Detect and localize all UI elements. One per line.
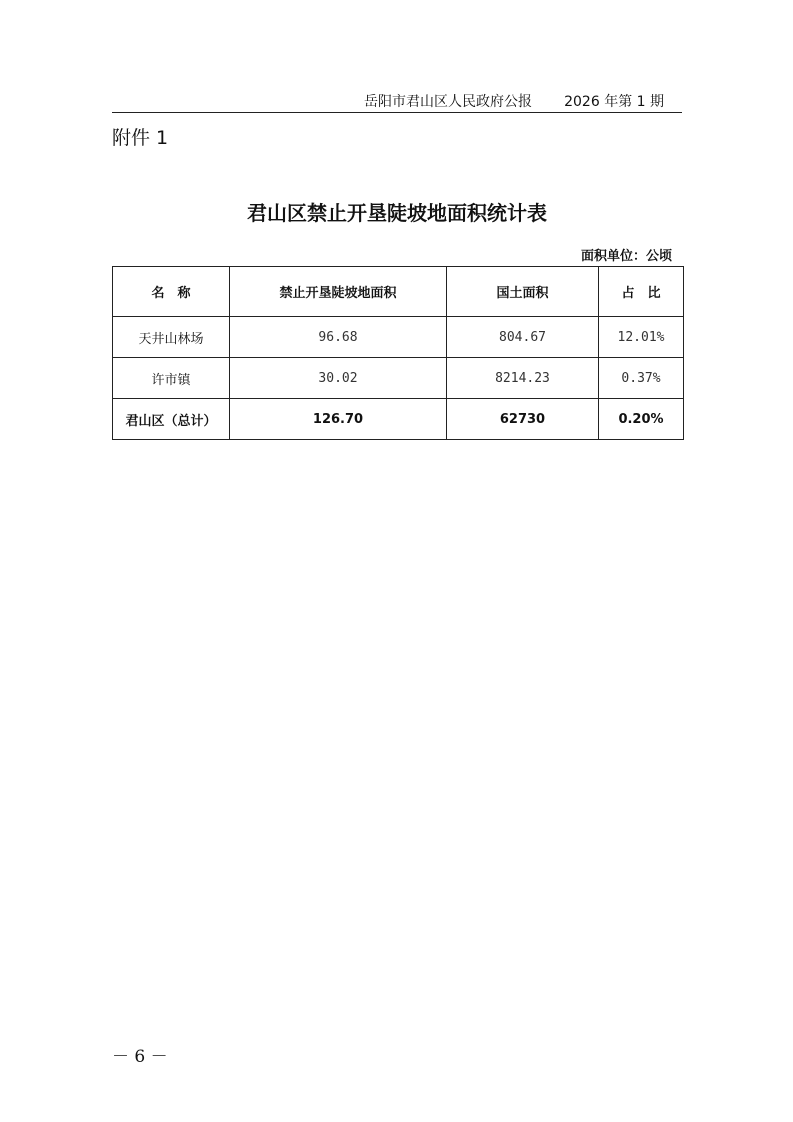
cell-land-area: 804.67 bbox=[447, 317, 599, 358]
cell-land-area: 8214.23 bbox=[447, 358, 599, 399]
cell-land-area: 62730 bbox=[447, 399, 599, 440]
header-name: 名 称 bbox=[113, 267, 230, 317]
cell-name: 天井山林场 bbox=[113, 317, 230, 358]
cell-ratio: 0.37% bbox=[599, 358, 684, 399]
header-land-area: 国土面积 bbox=[447, 267, 599, 317]
cell-prohibited-slope-area: 96.68 bbox=[230, 317, 447, 358]
table-header-row bbox=[113, 267, 684, 317]
header-prohibited-slope-area: 禁止开垦陡坡地面积 bbox=[230, 267, 447, 317]
page-header bbox=[112, 88, 682, 113]
table-total-row bbox=[113, 399, 684, 440]
table-row bbox=[113, 358, 684, 399]
cell-prohibited-slope-area: 30.02 bbox=[230, 358, 447, 399]
cell-prohibited-slope-area: 126.70 bbox=[230, 399, 447, 440]
header-ratio: 占 比 bbox=[599, 267, 684, 317]
cell-ratio: 0.20% bbox=[599, 399, 684, 440]
unit-note: 面积单位：公顷 bbox=[580, 249, 672, 264]
publication-name: 岳阳市君山区人民政府公报 bbox=[364, 94, 532, 110]
issue-number: 2026 年第 1 期 bbox=[564, 94, 664, 110]
page-number: － 6 － bbox=[112, 1047, 168, 1067]
cell-name: 君山区（总计） bbox=[113, 399, 230, 440]
table-row bbox=[113, 317, 684, 358]
cell-ratio: 12.01% bbox=[599, 317, 684, 358]
attachment-label: 附件 1 bbox=[112, 127, 169, 149]
statistics-table bbox=[112, 266, 684, 440]
cell-name: 许市镇 bbox=[113, 358, 230, 399]
document-title: 君山区禁止开垦陡坡地面积统计表 bbox=[247, 201, 547, 225]
